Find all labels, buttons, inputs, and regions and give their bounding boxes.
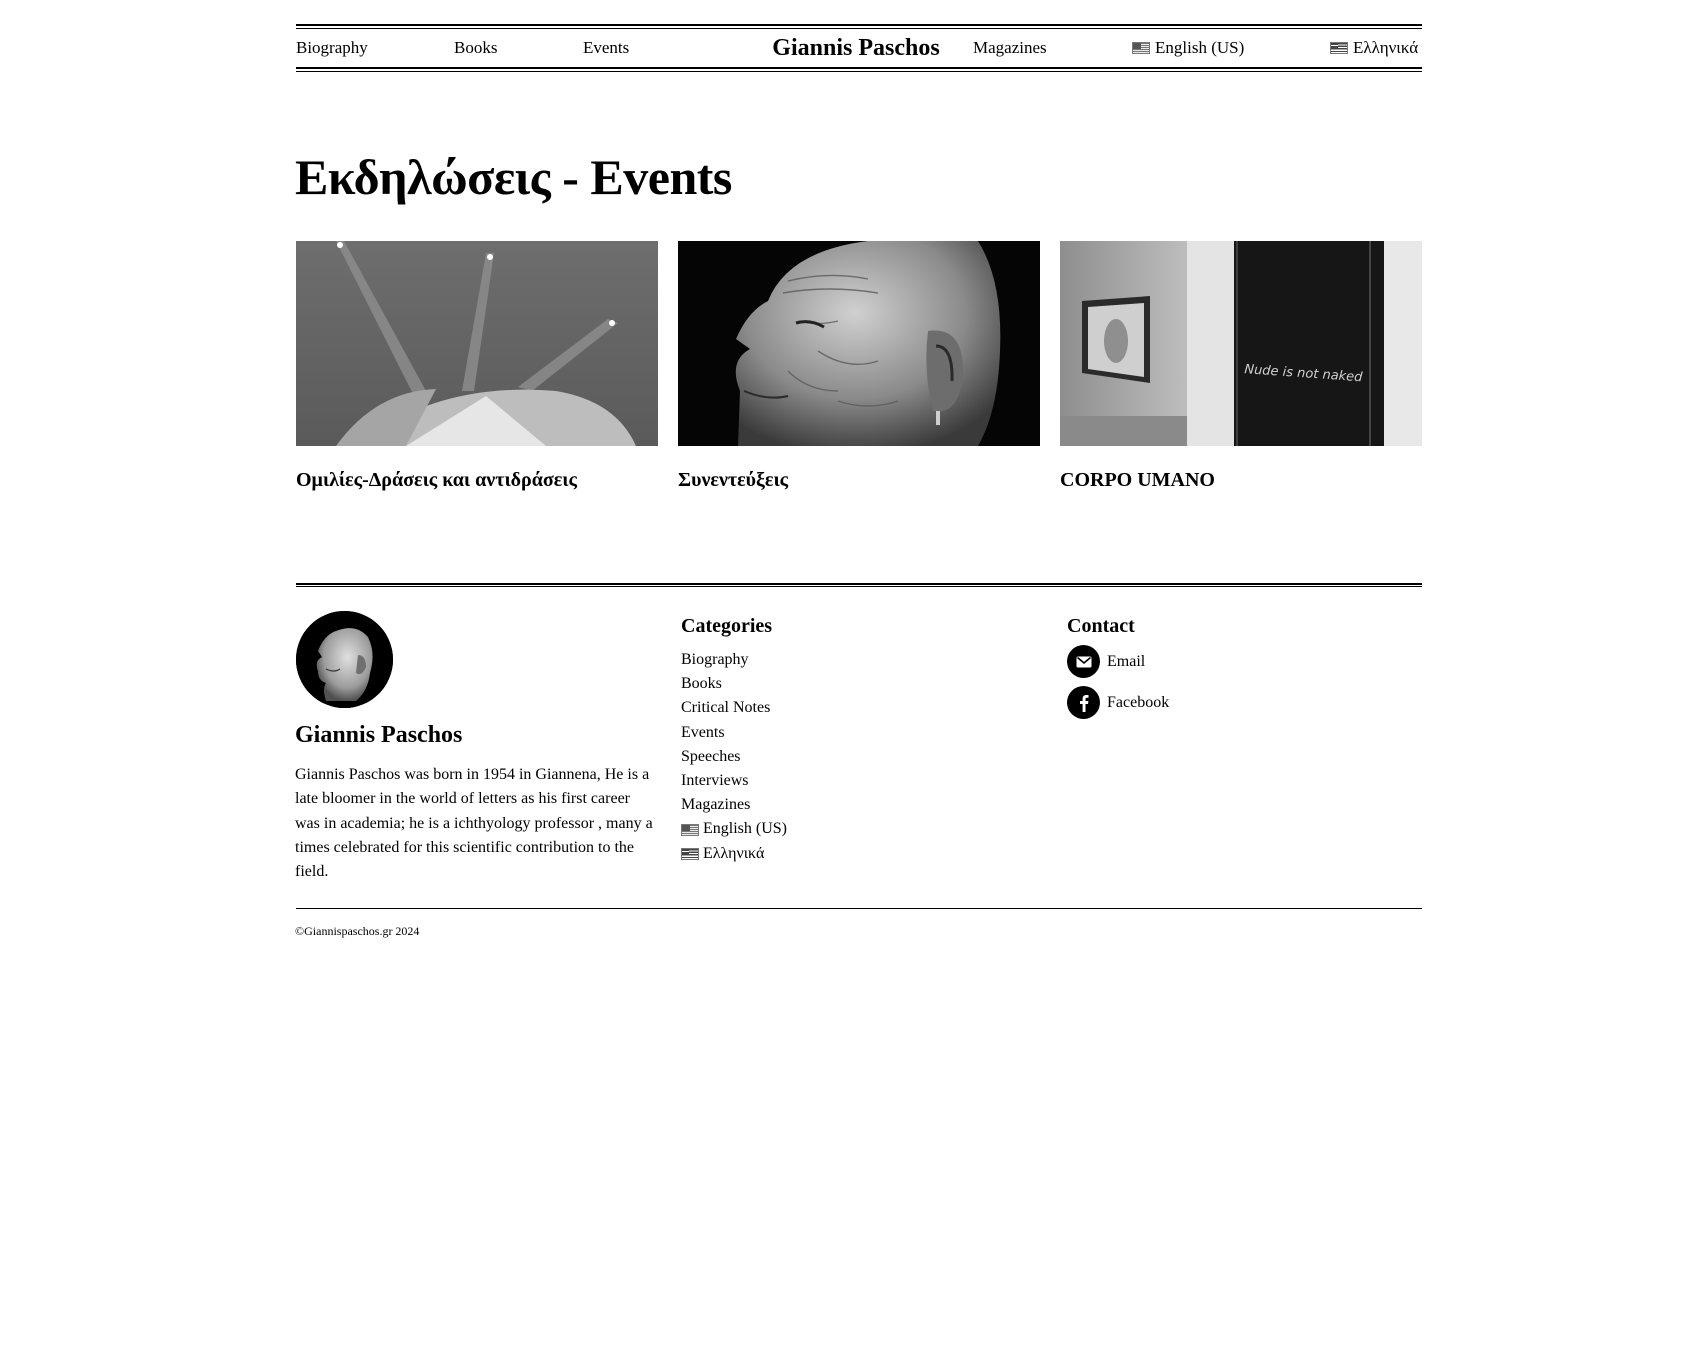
copyright-text: ©Giannispaschos.gr 2024: [295, 924, 420, 938]
facebook-icon: [1067, 686, 1100, 719]
nav-books-link[interactable]: Books: [454, 38, 498, 57]
author-avatar: [296, 611, 393, 708]
nav-events-link[interactable]: Events: [583, 38, 630, 57]
gallery-exhibition-bw-image[interactable]: [1060, 241, 1422, 446]
nav-top-rule: [296, 24, 1422, 29]
card-title[interactable]: Ομιλίες-Δράσεις και αντιδράσεις: [296, 469, 577, 491]
main-nav: [296, 24, 1422, 72]
contact-facebook-link[interactable]: [1067, 686, 1169, 719]
site-title-link[interactable]: Giannis Paschos: [772, 35, 940, 61]
category-events-link[interactable]: Events: [681, 723, 725, 741]
categories-heading: Categories: [681, 615, 773, 637]
rocket-launch-bw-image[interactable]: [296, 241, 658, 446]
category-critical-notes-link[interactable]: Critical Notes: [681, 699, 771, 717]
envelope-icon: [1067, 645, 1100, 678]
footer-author-bio: Giannis Paschos was born in 1954 in Giannena, He is a late bloomer in the world of letters as his first career was in academia; he is a ichthyology professor , many a times celebrated for this scientific contribution to the field.: [295, 766, 653, 881]
us-flag-icon: [1132, 42, 1150, 54]
portrait-profile-bw-image[interactable]: [678, 241, 1040, 446]
category-magazines-link[interactable]: Magazines: [681, 796, 751, 814]
event-card-corpo-umano[interactable]: [1060, 241, 1422, 492]
category-books-link[interactable]: Books: [681, 675, 722, 693]
gallery-image-caption: Nude is not naked: [1243, 362, 1363, 386]
us-flag-icon: [681, 824, 699, 836]
page-title: Εκδηλώσεις - Events: [295, 149, 732, 205]
category-lang-en-label: English (US): [703, 820, 787, 838]
portrait-illustration: [678, 241, 1040, 446]
nav-lang-el-link[interactable]: [1330, 39, 1418, 57]
nav-bottom-rule: [296, 67, 1422, 72]
nav-lang-el-label: Ελληνικά: [1353, 38, 1419, 57]
contact-email-link[interactable]: [1067, 645, 1145, 678]
contact-heading: Contact: [1067, 615, 1135, 637]
card-title[interactable]: Συνεντεύξεις: [678, 469, 789, 491]
footer-author-name: Giannis Paschos: [295, 722, 463, 748]
nav-magazines-link[interactable]: Magazines: [973, 38, 1047, 57]
footer-top-rule: [296, 583, 1422, 587]
category-lang-en-link[interactable]: [681, 817, 787, 841]
author-avatar-image: [296, 611, 393, 708]
greek-flag-icon: [1330, 42, 1348, 54]
categories-list: [681, 648, 787, 866]
category-interviews-link[interactable]: Interviews: [681, 772, 749, 790]
category-lang-el-link[interactable]: [681, 842, 787, 866]
event-card-speeches[interactable]: [296, 241, 658, 492]
contact-email-label: Email: [1107, 652, 1146, 670]
greek-flag-icon: [681, 848, 699, 860]
category-biography-link[interactable]: Biography: [681, 651, 749, 668]
card-title[interactable]: CORPO UMANO: [1060, 469, 1215, 491]
category-speeches-link[interactable]: Speeches: [681, 747, 741, 765]
nav-biography-link[interactable]: Biography: [296, 38, 368, 57]
rocket-launch-illustration: [296, 241, 658, 446]
nav-lang-en-link[interactable]: [1132, 39, 1244, 57]
footer-bottom-rule: [296, 908, 1422, 909]
event-card-interviews[interactable]: [678, 241, 1040, 492]
contact-facebook-label: Facebook: [1107, 693, 1170, 711]
category-lang-el-label: Ελληνικά: [703, 844, 765, 862]
gallery-illustration: [1060, 241, 1422, 446]
nav-lang-en-label: English (US): [1155, 38, 1245, 57]
